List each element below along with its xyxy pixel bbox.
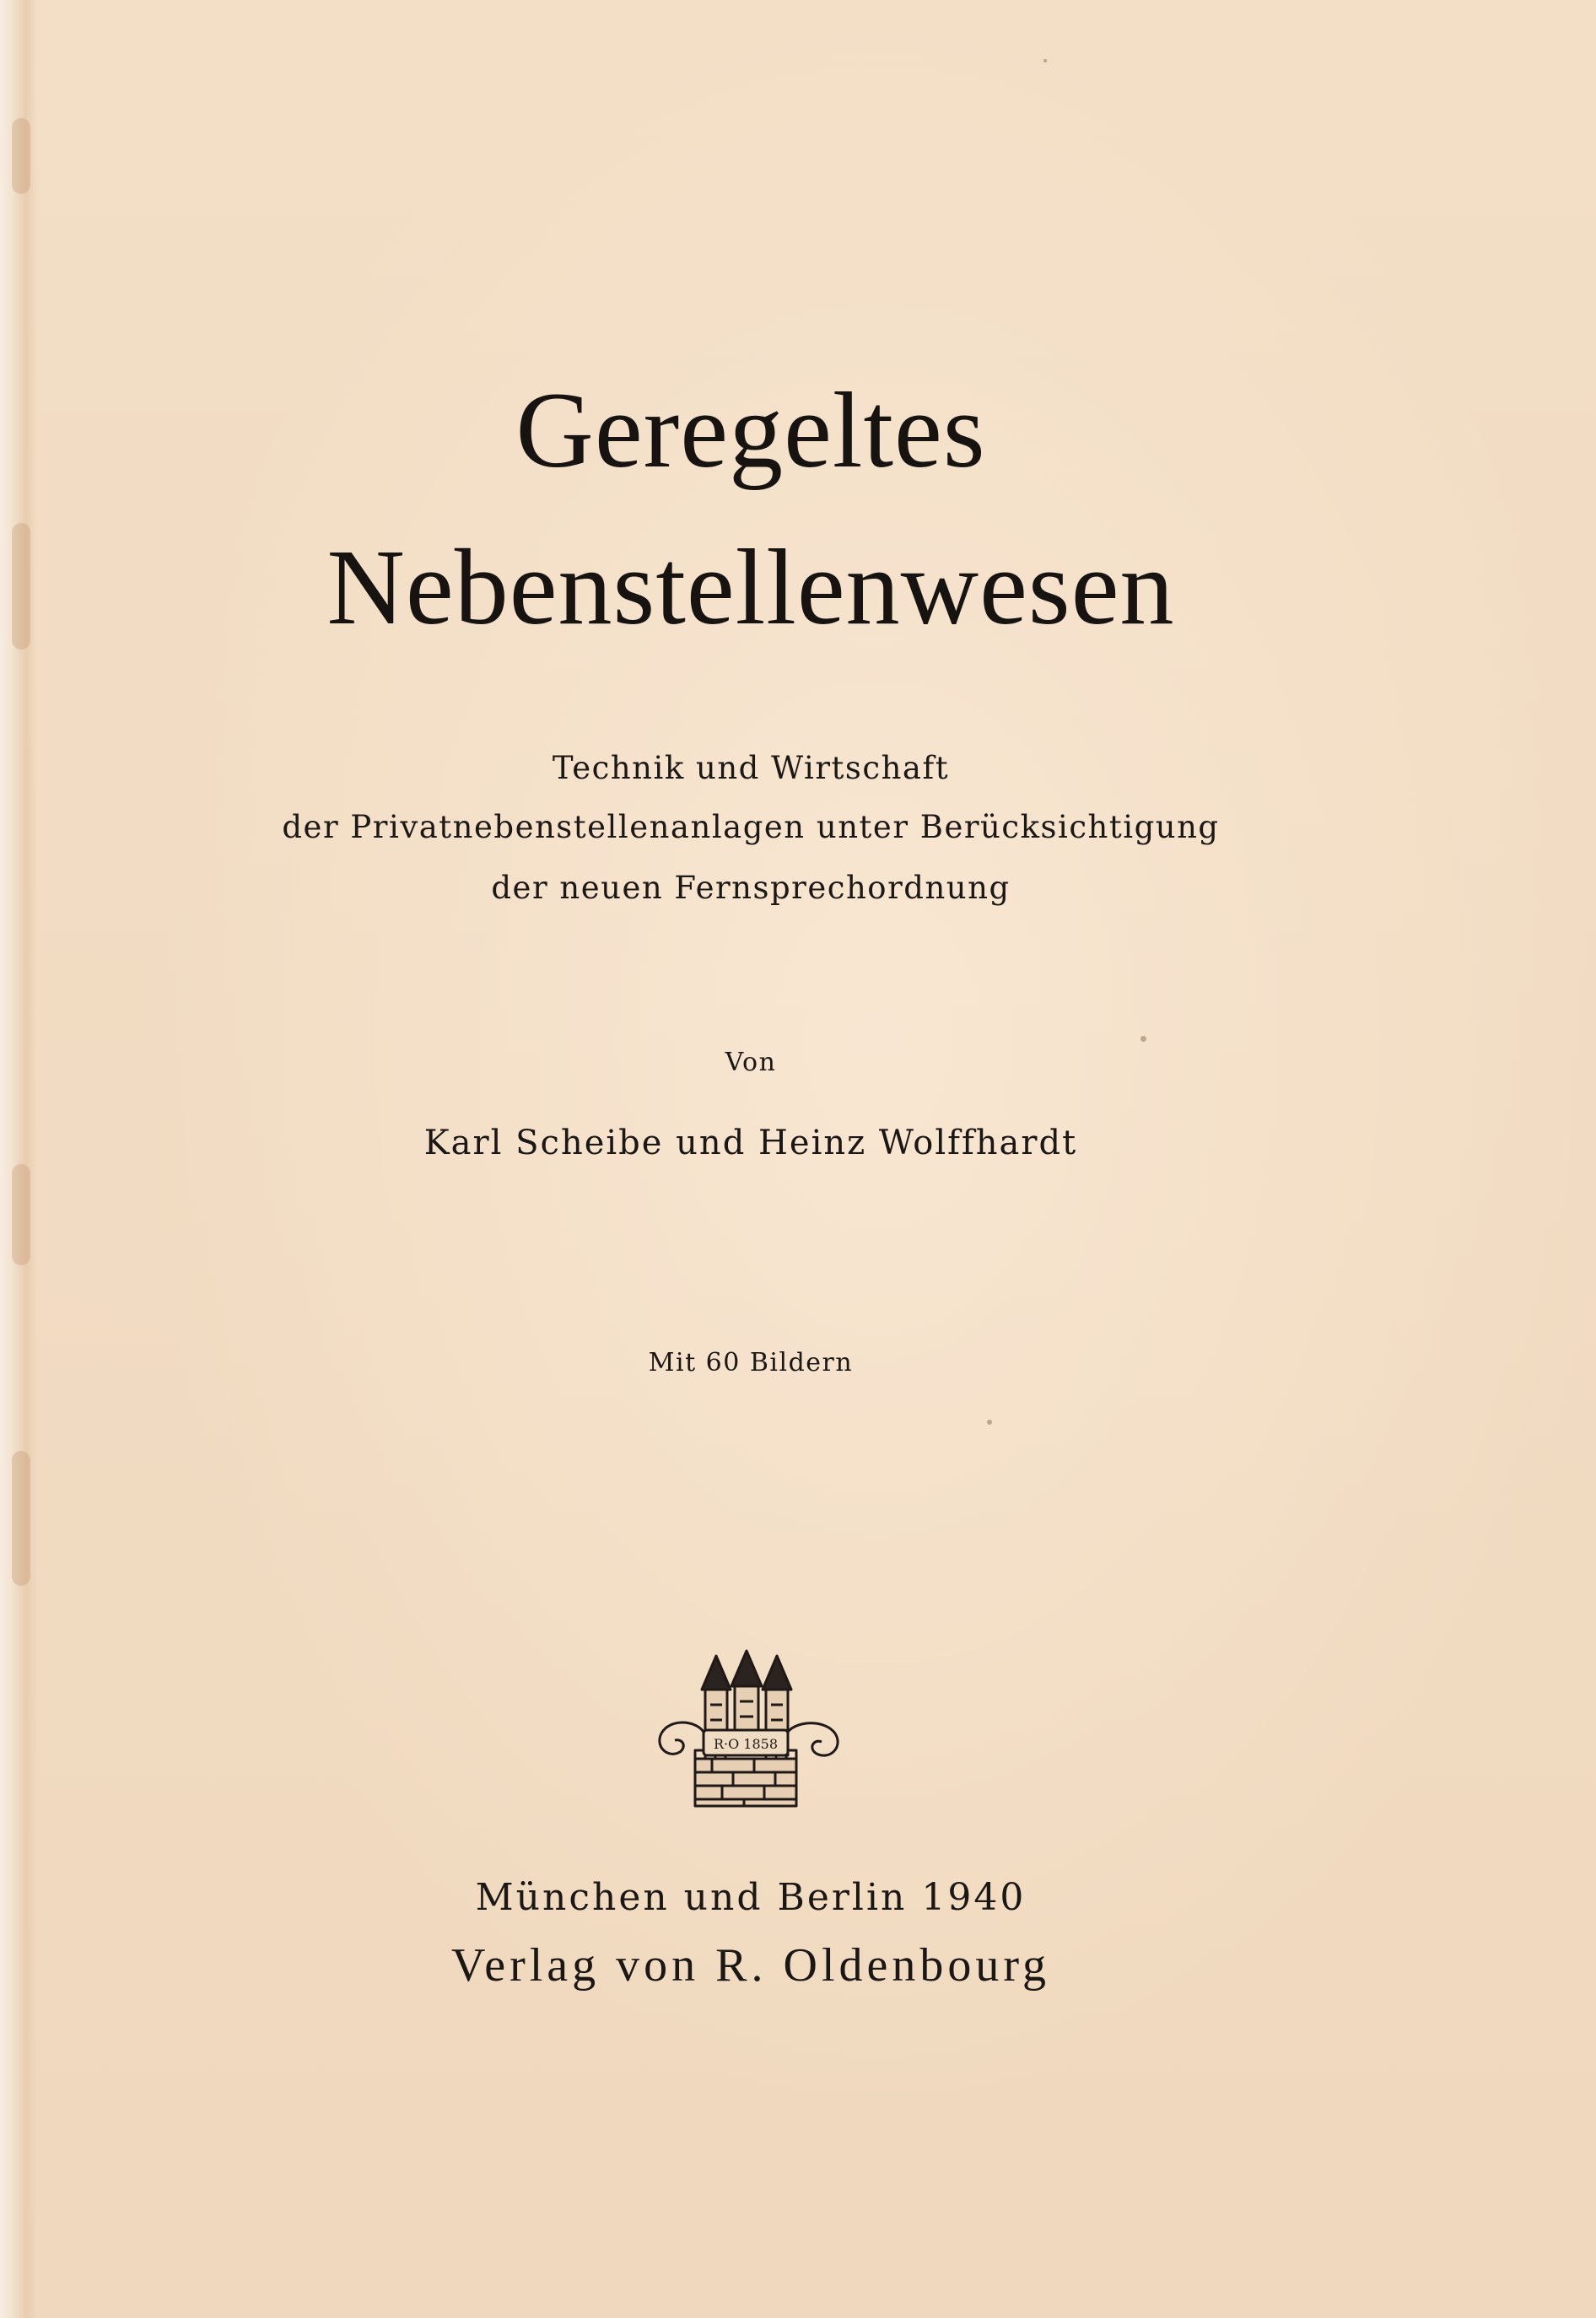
subtitle-line-3: der neuen Fernsprechordnung <box>491 870 1011 906</box>
page-title-line-2: Nebenstellenwesen <box>326 527 1175 647</box>
page-title-line-1: Geregeltes <box>515 370 986 490</box>
imprint-place-year: München und Berlin 1940 <box>475 1876 1027 1919</box>
imprint-publisher: Verlag von R. Oldenbourg <box>451 1939 1050 1992</box>
byline-authors: Karl Scheibe und Heinz Wolffhardt <box>423 1124 1078 1162</box>
three-tower-castle-emblem-icon <box>636 1649 855 1818</box>
subtitle-line-1: Technik und Wirtschaft <box>552 750 950 786</box>
byline-prefix: Von <box>725 1048 777 1077</box>
subtitle-line-2: der Privatnebenstellenanlagen unter Berücksichtigung <box>282 809 1220 845</box>
spine-stain <box>12 118 30 194</box>
spine-stain <box>12 1164 30 1265</box>
paper-speck <box>1140 1036 1146 1042</box>
spine-stain <box>12 1451 30 1586</box>
paper-speck <box>987 1420 992 1425</box>
paper-speck <box>1043 59 1047 62</box>
illustrations-note: Mit 60 Bildern <box>648 1348 854 1377</box>
emblem-banner-text: R·O 1858 <box>713 1736 779 1752</box>
